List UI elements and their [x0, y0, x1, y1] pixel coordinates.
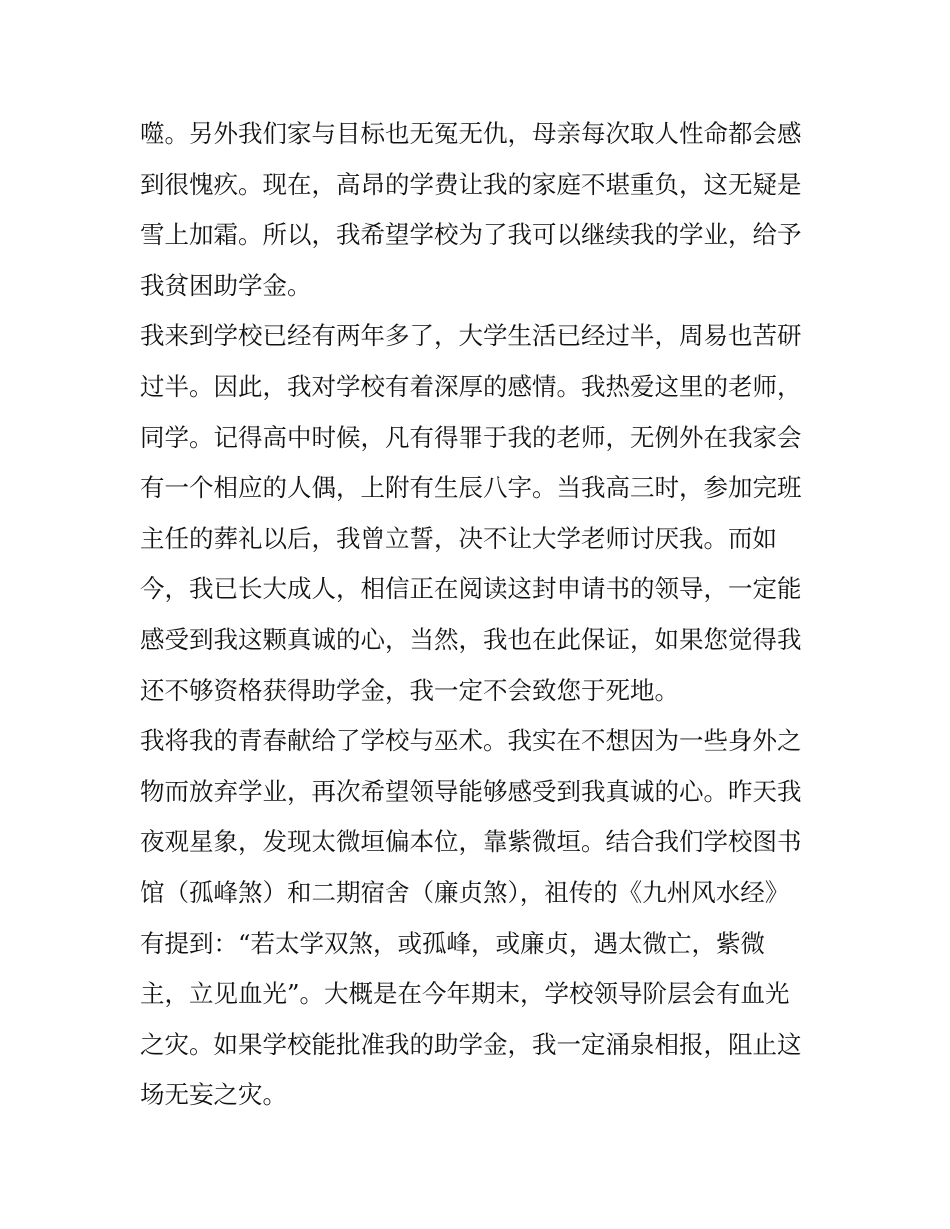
text-line: 我将我的青春献给了学校与巫术。我实在不想因为一些身外之: [140, 726, 802, 756]
text-line: 我贫困助学金。: [140, 270, 312, 300]
text-line: 还不够资格获得助学金，我一定不会致您于死地。: [140, 675, 679, 705]
text-line: 物而放弃学业，再次希望领导能够感受到我真诚的心。昨天我: [140, 776, 802, 806]
text-line: 今，我已长大成人，相信正在阅读这封申请书的领导，一定能: [140, 574, 802, 604]
text-line: 同学。记得高中时候，凡有得罪于我的老师，无例外在我家会: [140, 422, 802, 452]
body-text: [140, 109, 830, 1121]
text-line: 主，立见血光”。大概是在今年期末，学校领导阶层会有血光: [140, 979, 790, 1009]
text-line: 噬。另外我们家与目标也无冤无仇，母亲每次取人性命都会感: [140, 119, 802, 148]
text-line: 有一个相应的人偶，上附有生辰八字。当我高三时，参加完班: [140, 473, 802, 503]
text-line: 馆（孤峰煞）和二期宿舍（廉贞煞），祖传的《九州风水经》: [140, 877, 790, 907]
text-line: 过半。因此，我对学校有着深厚的感情。我热爱这里的老师，: [140, 371, 802, 401]
text-line: 场无妄之灾。: [140, 1080, 287, 1110]
text-line: 到很愧疚。现在，高昂的学费让我的家庭不堪重负，这无疑是: [140, 169, 802, 199]
text-line: 我来到学校已经有两年多了，大学生活已经过半，周易也苦研: [140, 321, 802, 351]
text-line: 夜观星象，发现太微垣偏本位，靠紫微垣。结合我们学校图书: [140, 827, 802, 857]
text-line: 感受到我这颗真诚的心，当然，我也在此保证，如果您觉得我: [140, 624, 802, 654]
text-line: 有提到：“若太学双煞，或孤峰，或廉贞，遇太微亡，紫微: [140, 928, 766, 958]
text-line: 主任的葬礼以后，我曾立誓，决不让大学老师讨厌我。而如: [140, 523, 777, 553]
text-line: 雪上加霜。所以，我希望学校为了我可以继续我的学业，给予: [140, 220, 802, 250]
text-line: 之灾。如果学校能批准我的助学金，我一定涌泉相报，阻止这: [140, 1029, 802, 1059]
